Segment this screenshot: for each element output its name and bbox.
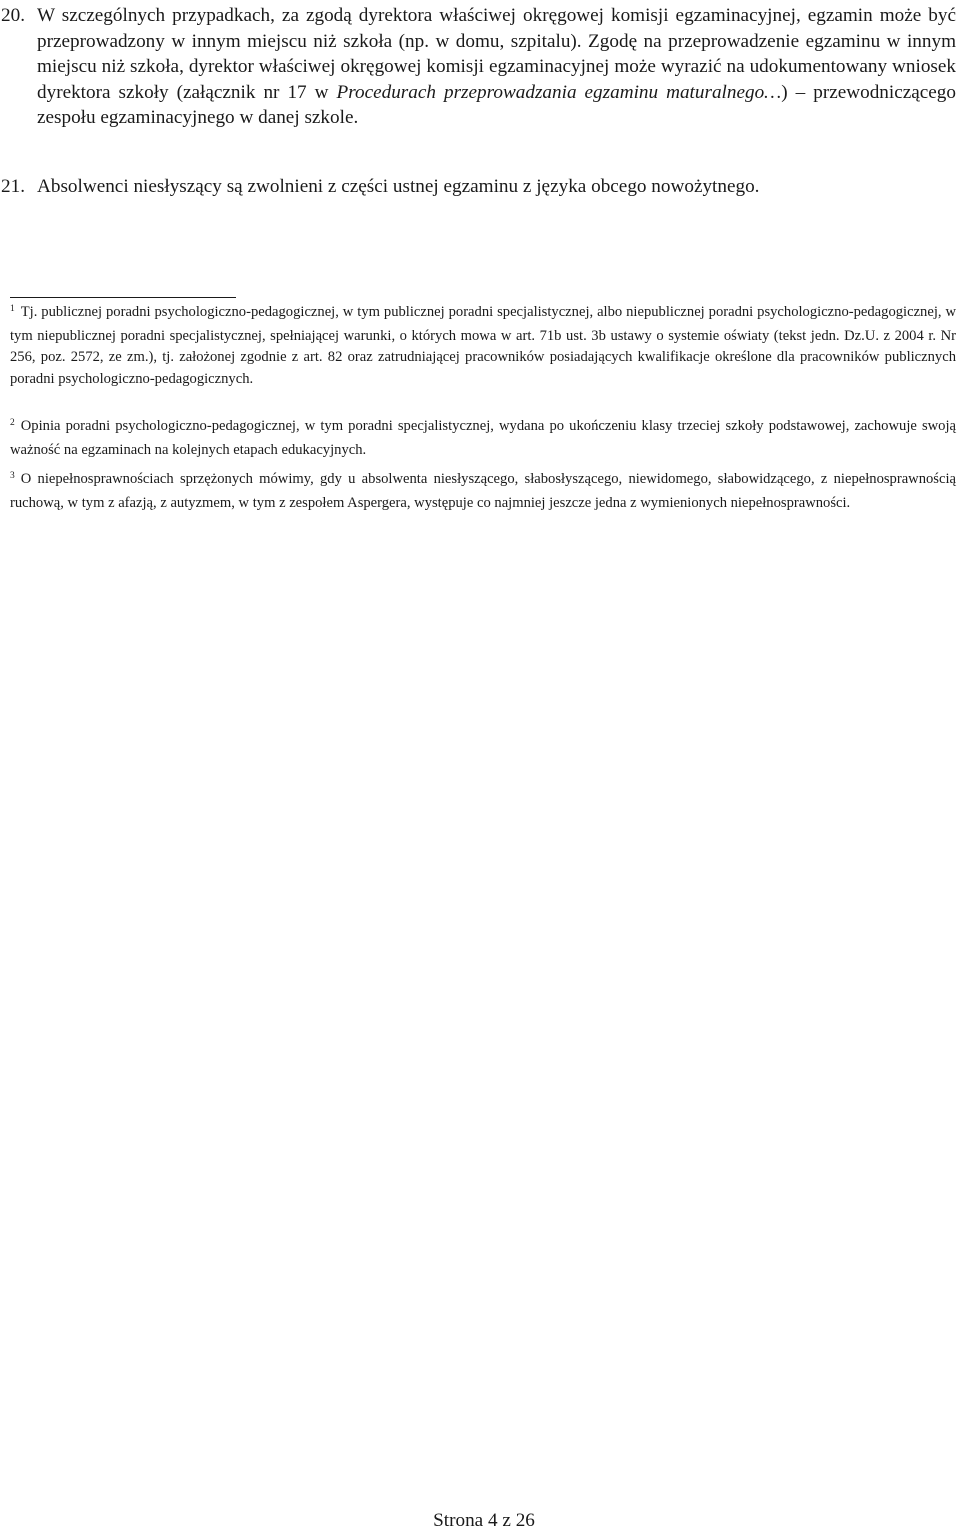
item-text	[37, 3, 956, 131]
item-text: Absolwenci niesłyszący są zwolnieni z części ustnej egzaminu z języka obcego nowożytnego.	[37, 176, 760, 197]
footnote-text: Opinia poradni psychologiczno-pedagogicznej, w tym poradni specjalistycznej, wydana po ukończeniu klasy trzeciej szkoły podstawowej, zachowuje swoją ważność na egzaminach na kolejnych etapach edukacyjnych.	[10, 418, 956, 458]
footnote-1	[10, 302, 956, 390]
footnote-mark: 3	[10, 471, 15, 481]
procedures-title: Procedurach przeprowadzania egzaminu maturalnego…	[336, 81, 782, 103]
list-item-21	[0, 174, 956, 200]
footnote-3	[10, 469, 956, 514]
footnote-mark: 1	[10, 304, 15, 314]
item-number: 21.	[1, 176, 25, 197]
page-number: Strona 4 z 26	[433, 1510, 535, 1531]
footnote-separator	[10, 297, 236, 298]
list-item-20	[0, 3, 956, 131]
footnote-text: Tj. publicznej poradni psychologiczno-pedagogicznej, w tym publicznej poradni specjalistycznej, albo niepublicznej poradni psychologiczno-pedagogicznej, w tym niepublicznej poradni specjalistycznej, spełniającej warunki, o których mowa w art. 71b ust. 3b ustawy o systemie oświaty (tekst jedn. Dz.U. z 2004 r. Nr 256, poz. 2572, ze zm.), tj. założonej zgodnie z art. 82 oraz zatrudniającej pracowników posiadających kwalifikacje określone dla pracowników publicznych poradni psychologiczno-pedagogicznych.	[10, 304, 956, 387]
item-number: 20.	[1, 5, 25, 26]
footnote-mark: 2	[10, 418, 15, 428]
footnote-text: O niepełnosprawnościach sprzężonych mówimy, gdy u absolwenta niesłyszącego, słabosłyszącego, niewidomego, słabowidzącego, z niepełnosprawnością ruchową, w tym z afazją, z autyzmem, w tym z zespołem Aspergera, występuje co najmniej jeszcze jedna z wymienionych niepełnosprawności.	[10, 471, 956, 511]
item-text-end: ) – przewodniczącego zespołu egzaminacyjnego w danej szkole.	[37, 81, 956, 129]
item-text-start: W szczególnych przypadkach, za zgodą dyrektora właściwej okręgowej komisji egzaminacyjnej, egzamin może być przeprowadzony w innym miejscu niż szkoła (np. w domu, szpitalu). Zgodę na przeprowadzenie egzaminu w innym miejscu niż szkoła, dyrektor właściwej okręgowej komisji egzaminacyjnej może wyrazić na udokumentowany wniosek dyrektora szkoły (załącznik nr 17 w	[37, 5, 956, 103]
footnote-2	[10, 416, 956, 461]
